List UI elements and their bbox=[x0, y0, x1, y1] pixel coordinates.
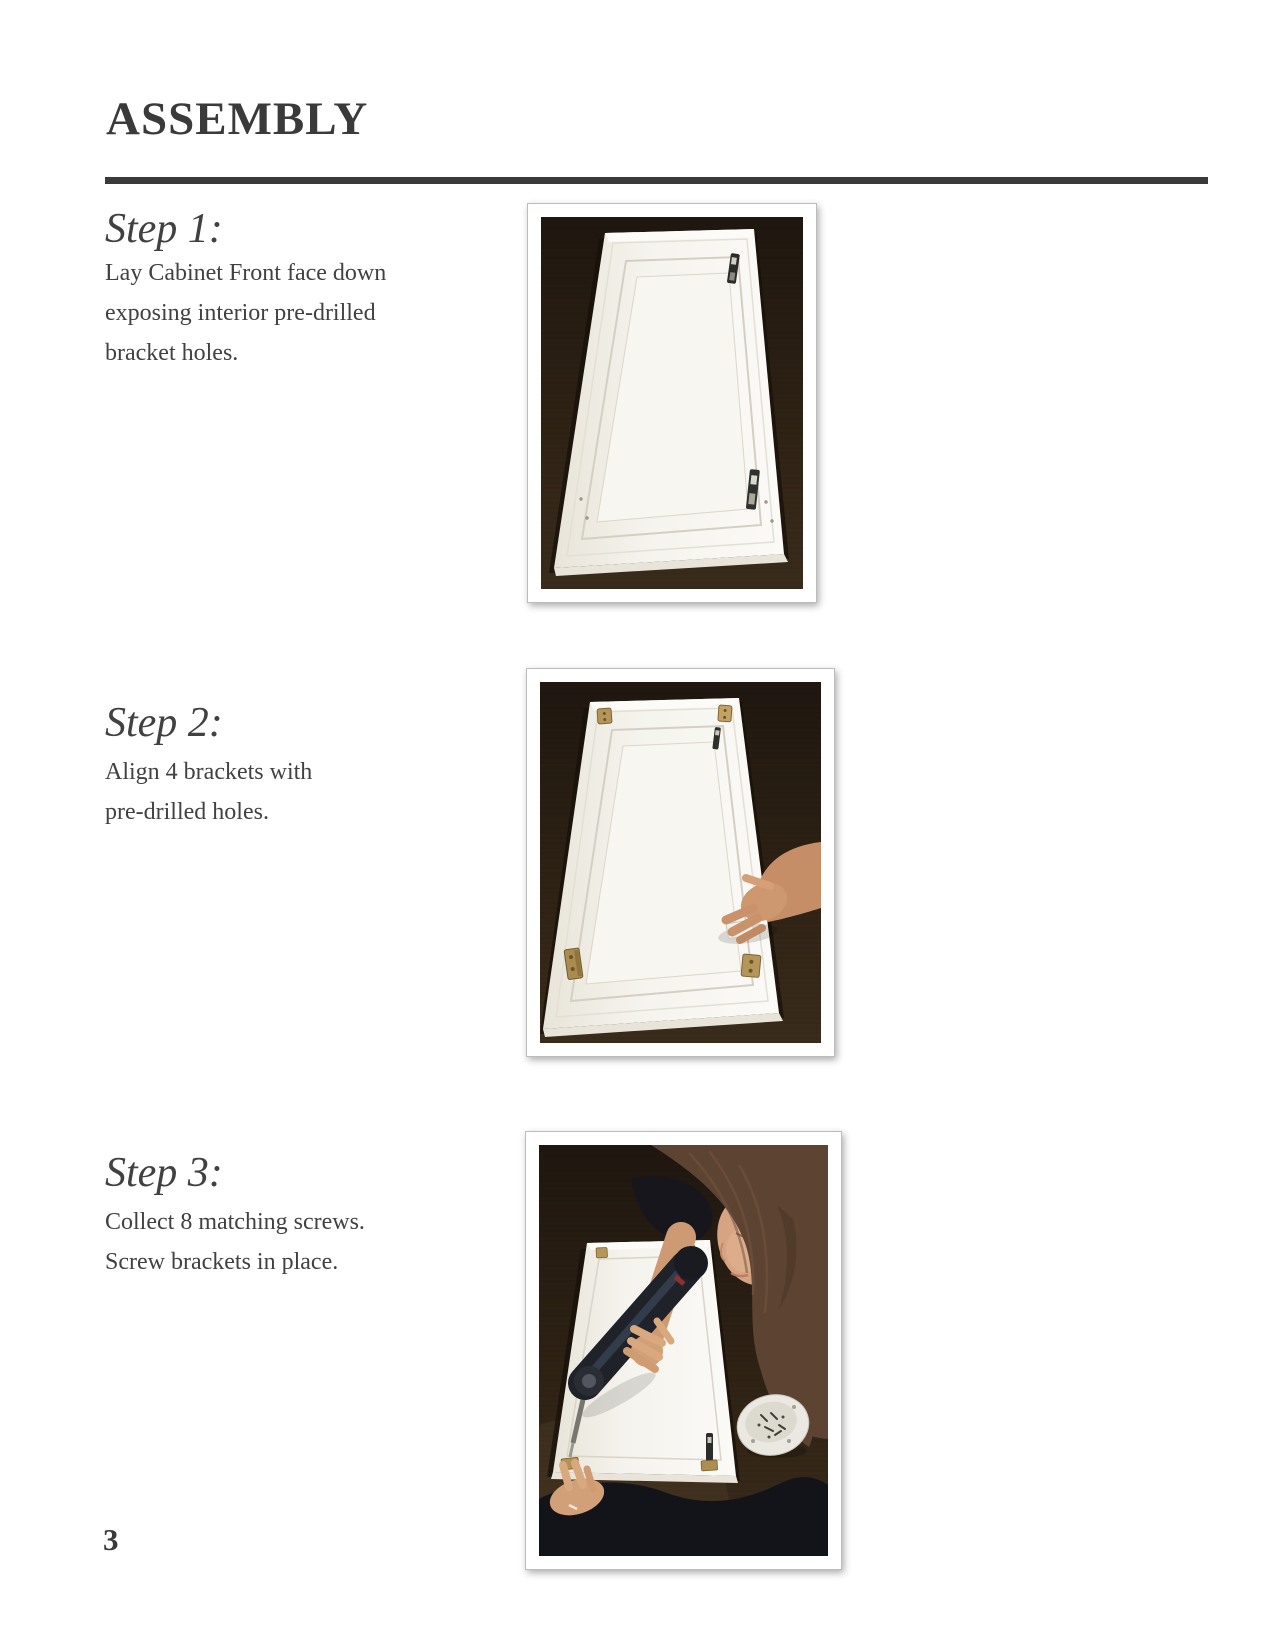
step-3-photo bbox=[525, 1131, 842, 1570]
body-line: Align 4 brackets with bbox=[105, 759, 313, 785]
step-2-photo bbox=[526, 668, 835, 1057]
bracket-top-right bbox=[718, 705, 732, 722]
step-3-body bbox=[105, 1202, 465, 1282]
drill-chuck-center bbox=[582, 1374, 596, 1388]
body-line: pre-drilled holes. bbox=[105, 799, 269, 825]
step-2-photo-illustration bbox=[540, 682, 821, 1043]
step-3-photo-illustration bbox=[539, 1145, 828, 1556]
step-1-heading: Step 1: bbox=[105, 206, 223, 252]
bracket-top-left bbox=[596, 1247, 608, 1258]
step-1-photo-illustration bbox=[541, 217, 803, 589]
title-rule bbox=[105, 177, 1208, 184]
step-1-photo bbox=[527, 203, 817, 603]
body-line: Lay Cabinet Front face down bbox=[105, 260, 387, 286]
body-line: exposing interior pre-drilled bbox=[105, 300, 376, 326]
step-3-heading: Step 3: bbox=[105, 1150, 223, 1196]
page-number: 3 bbox=[103, 1522, 119, 1557]
step-2-body bbox=[105, 752, 465, 832]
body-line: Screw brackets in place. bbox=[105, 1249, 339, 1275]
drill-battery-cap bbox=[674, 1246, 708, 1280]
step-1-body bbox=[105, 253, 465, 373]
body-line: bracket holes. bbox=[105, 340, 239, 366]
body-line: Collect 8 matching screws. bbox=[105, 1209, 365, 1235]
step-2-heading: Step 2: bbox=[105, 700, 223, 746]
bracket-bottom-right bbox=[741, 954, 761, 977]
page-title: ASSEMBLY bbox=[106, 93, 369, 145]
bracket-top-left bbox=[597, 708, 612, 724]
